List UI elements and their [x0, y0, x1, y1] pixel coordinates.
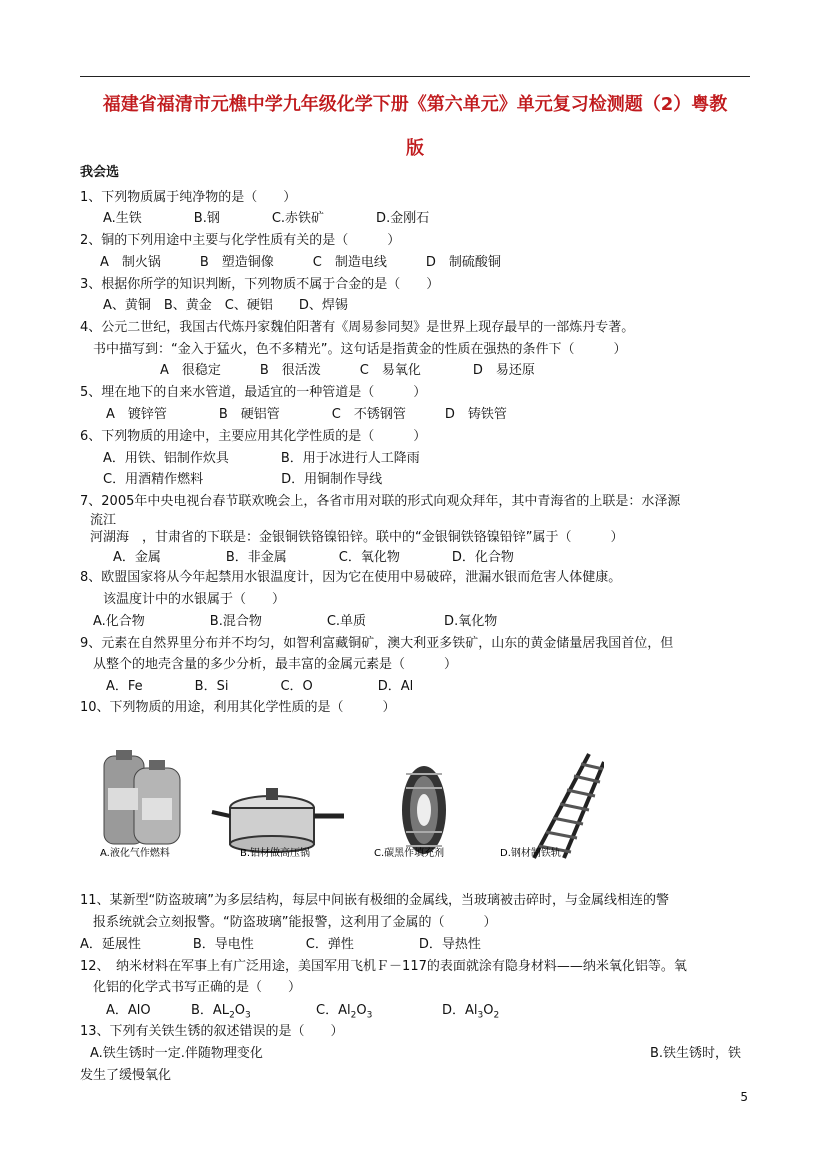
q13-option-b: B.铁生锈时，铁	[650, 1046, 742, 1061]
q12-option-a: A．AlO	[106, 1003, 151, 1018]
q12-stem-line2: 化铝的化学式书写正确的是（ ）	[93, 980, 302, 995]
q7-stem-line2: 流江	[90, 513, 117, 528]
q13-option-a: A.铁生锈时一定.伴随物理变化	[90, 1046, 263, 1061]
pressure-cooker-image	[212, 788, 344, 852]
q13-option-b-continued: 发生了缓慢氧化	[80, 1068, 172, 1083]
q5-stem: 5、埋在地下的自来水管道，最适宜的一种管道是（ ）	[80, 385, 427, 400]
q2-options: A 制火锅 B 塑造铜像 C 制造电线 D 制硫酸铜	[100, 255, 501, 270]
q13-stem: 13、下列有关铁生锈的叙述错误的是（ ）	[80, 1024, 344, 1039]
q12-stem-line1: 12、 纳米材料在军事上有广泛用途，美国军用飞机Ｆ－117的表面就涂有隐身材料——纳米氧化铝等。氧	[80, 959, 687, 974]
q7-options: A．金属 B．非金属 C．氧化物 D．化合物	[113, 550, 514, 565]
q9-stem-line2: 从整个的地壳含量的多少分析，最丰富的金属元素是（ ）	[93, 657, 458, 672]
q3-options: A、黄铜 B、黄金 C、硬铝 D、焊锡	[103, 298, 348, 313]
q6-options-row1: A．用铁、铝制作炊具 B．用于冰进行人工降雨	[103, 451, 420, 466]
q1-options: A.生铁 B.钢 C.赤铁矿 D.金刚石	[103, 211, 430, 226]
figure-caption-c: C.碳黑作填充剂	[374, 848, 445, 859]
q7-stem-line3: 河湖海 ，甘肃省的下联是：金银铜铁铬镍铅锌。联中的“金银铜铁铬镍铅锌”属于（ ）	[90, 530, 624, 545]
q10-stem: 10、下列物质的用途，利用其化学性质的是（ ）	[80, 700, 396, 715]
q5-options: A 镀锌管 B 硬铝管 C 不锈钢管 D 铸铁管	[106, 407, 507, 422]
q3-stem: 3、根据你所学的知识判断，下列物质不属于合金的是（ ）	[80, 277, 440, 292]
q10-figure	[94, 748, 604, 862]
q11-stem-line2: 报系统就会立刻报警。“防盗玻璃”能报警，这利用了金属的（ ）	[93, 915, 497, 930]
q12-option-c: C．$Al_2O_3$	[316, 1003, 373, 1021]
tire-image	[402, 766, 446, 854]
top-rule	[80, 76, 750, 77]
q8-stem-line2: 该温度计中的水银属于（ ）	[103, 592, 286, 607]
gas-cylinder-image	[104, 750, 180, 844]
q4-stem-line1: 4、公元二世纪，我国古代炼丹家魏伯阳著有《周易参同契》是世界上现存最早的一部炼丹专著。	[80, 320, 635, 335]
section-heading: 我会选	[80, 165, 120, 180]
document-title-line2: 版	[406, 138, 424, 159]
q9-options: A．Fe B．Si C．O D．Al	[106, 679, 414, 694]
q7-stem-line1: 7、2005年中央电视台春节联欢晚会上，各省市用对联的形式向观众拜年，其中青海省的上联是：水泽源	[80, 494, 681, 509]
q11-options: A．延展性 B．导电性 C．弹性 D．导热性	[80, 937, 481, 952]
q8-stem-line1: 8、欧盟国家将从今年起禁用水银温度计，因为它在使用中易破碎，泄漏水银而危害人体健康。	[80, 570, 622, 585]
document-title-line1: 福建省福清市元樵中学九年级化学下册《第六单元》单元复习检测题（2）粤教	[102, 94, 728, 115]
q8-options: A.化合物 B.混合物 C.单质 D.氧化物	[93, 614, 498, 629]
q1-stem: 1、下列物质属于纯净物的是（ ）	[80, 190, 297, 205]
q6-stem: 6、下列物质的用途中，主要应用其化学性质的是（ ）	[80, 429, 427, 444]
q2-stem: 2、铜的下列用途中主要与化学性质有关的是（ ）	[80, 233, 401, 248]
page-number: 5	[740, 1090, 748, 1104]
q11-stem-line1: 11、某新型“防盗玻璃”为多层结构，每层中间嵌有极细的金属线，当玻璃被击碎时，与金属线相连的警	[80, 893, 670, 908]
q12-option-d: D．$Al_3O_2$	[442, 1003, 500, 1021]
q4-stem-line2: 书中描写到：“金入于猛火，色不多精光”。这句话是指黄金的性质在强热的条件下（ ）	[93, 342, 627, 357]
q12-option-b: B．$AL_2O_3$	[191, 1003, 251, 1021]
railway-track-image	[534, 754, 604, 858]
q4-options: A 很稳定 B 很活泼 C 易氧化 D 易还原	[160, 363, 535, 378]
q9-stem-line1: 9、元素在自然界里分布并不均匀，如智利富藏铜矿，澳大利亚多铁矿，山东的黄金储量居我国首位，但	[80, 636, 674, 651]
figure-caption-d: D.钢材制铁轨	[500, 848, 561, 859]
figure-caption-b: B.铝材做高压锅	[240, 848, 311, 859]
q6-options-row2: C．用酒精作燃料 D．用铜制作导线	[103, 472, 383, 487]
figure-caption-a: A.液化气作燃料	[100, 848, 170, 859]
